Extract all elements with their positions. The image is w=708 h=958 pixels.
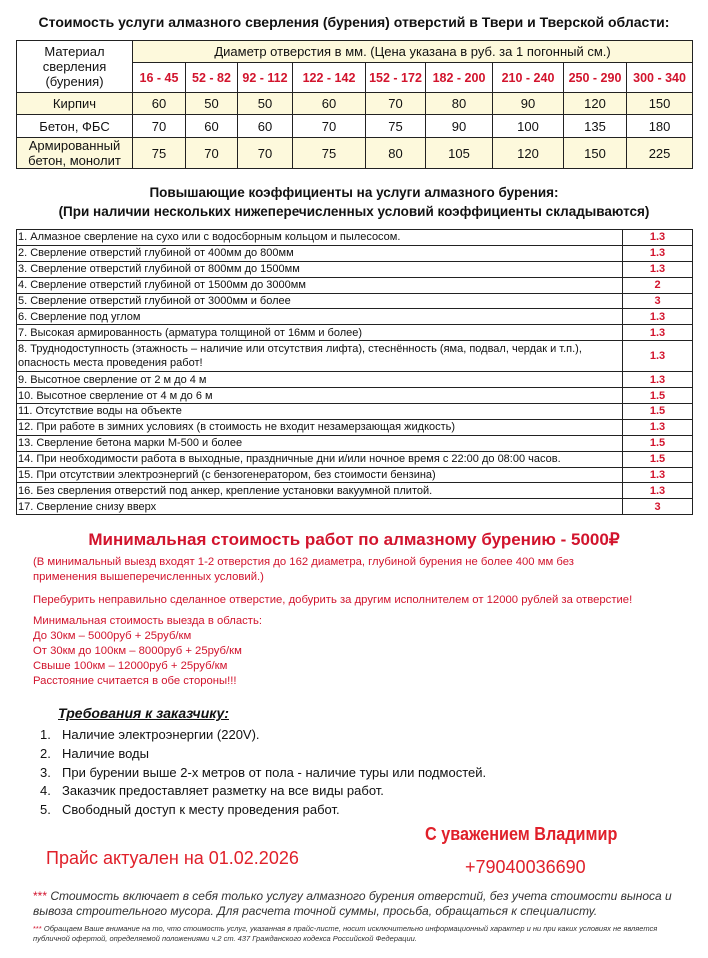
coefficient-row xyxy=(17,325,693,341)
disclaimer xyxy=(33,924,693,944)
coefficient-row xyxy=(17,451,693,467)
price-cell: 150 xyxy=(627,93,693,115)
diameter-header-cell: 152 - 172 xyxy=(366,63,426,93)
price-cell: 225 xyxy=(627,138,693,169)
coefficient-condition: 3. Сверление отверстий глубиной от 800мм до 1500мм xyxy=(17,261,623,277)
price-cell: 80 xyxy=(366,138,426,169)
coefficient-row xyxy=(17,293,693,309)
coefficient-row xyxy=(17,435,693,451)
diameter-header-cell: 210 - 240 xyxy=(493,63,564,93)
min-cost-heading: Минимальная стоимость работ по алмазному бурению - 5000₽ xyxy=(88,530,620,549)
coefficient-row xyxy=(17,499,693,515)
coefficient-value: 2 xyxy=(623,277,693,293)
price-cell: 100 xyxy=(493,115,564,138)
price-cell: 105 xyxy=(426,138,493,169)
coefficient-value: 1.3 xyxy=(623,467,693,483)
requirement-number: 5. xyxy=(40,802,51,818)
coefficient-condition: 14. При необходимости работа в выходные, праздничные дни и/или ночное время с 22:00 до 08:00 часов. xyxy=(17,451,623,467)
footnote-text: Стоимость включает в себя только услугу алмазного бурения отверстий, без учета стоимости выноса и вывоза строительного мусора. Для расчета точной суммы, просьба, обращаться к специалисту. xyxy=(33,889,672,918)
table-row xyxy=(17,93,693,115)
price-cell: 150 xyxy=(564,138,627,169)
requirement-item xyxy=(40,783,384,798)
coefficient-condition: 4. Сверление отверстий глубиной от 1500мм до 3000мм xyxy=(17,277,623,293)
footnote xyxy=(33,889,683,919)
requirement-item xyxy=(40,727,260,742)
coefficient-condition: 13. Сверление бетона марки М-500 и более xyxy=(17,435,623,451)
travel-line: Минимальная стоимость выезда в область: xyxy=(33,615,262,627)
requirements-title: Требования к заказчику: xyxy=(58,705,229,721)
diameter-header-cell: 250 - 290 xyxy=(564,63,627,93)
coefficient-value: 1.3 xyxy=(623,309,693,325)
coefficient-condition: 15. При отсутствии электроэнергий (с бензогенератором, без стоимости бензина) xyxy=(17,467,623,483)
price-cell: 60 xyxy=(238,115,293,138)
coefficient-row xyxy=(17,230,693,246)
diameter-header-cell: 16 - 45 xyxy=(133,63,186,93)
requirement-text: Заказчик предоставляет разметку на все виды работ. xyxy=(62,783,384,799)
price-cell: 70 xyxy=(293,115,366,138)
redrill-note: Перебурить неправильно сделанное отверстие, добурить за другим исполнителем от 12000 рублей за отверстие! xyxy=(33,594,633,606)
travel-line: Свыше 100км – 12000руб + 25руб/км xyxy=(33,660,228,672)
coefficient-row xyxy=(17,419,693,435)
requirement-text: Наличие электроэнергии (220V). xyxy=(62,727,260,742)
coefficient-value: 1.5 xyxy=(623,404,693,420)
coefficient-value: 1.5 xyxy=(623,435,693,451)
diameter-header: Диаметр отверстия в мм. (Цена указана в руб. за 1 погонный см.) xyxy=(133,41,693,63)
coefficient-condition: 10. Высотное сверление от 4 м до 6 м xyxy=(17,388,623,404)
requirement-text: Свободный доступ к месту проведения работ. xyxy=(62,802,340,818)
min-note: (В минимальный выезд входят 1-2 отверстия до 162 диаметра, глубиной бурения не более 400 мм без xyxy=(33,556,574,568)
price-cell: 50 xyxy=(186,93,238,115)
price-cell: 60 xyxy=(186,115,238,138)
price-cell: 70 xyxy=(366,93,426,115)
travel-line: От 30км до 100км – 8000руб + 25руб/км xyxy=(33,645,242,657)
material-header: Материал сверления (бурения) xyxy=(17,41,133,93)
requirement-item xyxy=(40,802,340,817)
price-cell: 50 xyxy=(238,93,293,115)
coefficient-row xyxy=(17,467,693,483)
coefficient-condition: 7. Высокая армированность (арматура толщиной от 16мм и более) xyxy=(17,325,623,341)
diameter-header-cell: 182 - 200 xyxy=(426,63,493,93)
price-cell: 70 xyxy=(238,138,293,169)
requirement-number: 3. xyxy=(40,764,51,780)
coefficient-value: 1.3 xyxy=(623,341,693,372)
price-cell: 80 xyxy=(426,93,493,115)
coefficient-value: 1.3 xyxy=(623,325,693,341)
coefficient-condition: 5. Сверление отверстий глубиной от 3000мм и более xyxy=(17,293,623,309)
disclaimer-text: Обращаем Ваше внимание на то, что стоимость услуг, указанная в прайс-листе, носит исключительно информационный характер и ни при каких условиях не является публичной офертой, определяемой положениями ч.2 ст. 437 Гражданского кодекса Российской Федерации. xyxy=(33,924,658,943)
disclaimer-stars: *** xyxy=(33,924,42,933)
requirement-text: Наличие воды xyxy=(62,745,149,761)
coefficient-condition: 8. Труднодоступность (этажность – наличие или отсутствия лифта), стеснённость (яма, подвал, чердак и т.п.), опасность места проведения работ! xyxy=(17,341,623,372)
coefficient-value: 1.3 xyxy=(623,483,693,499)
coefficient-row xyxy=(17,341,693,372)
requirement-number: 1. xyxy=(40,727,51,742)
coefficient-condition: 9. Высотное сверление от 2 м до 4 м xyxy=(17,372,623,388)
travel-line: До 30км – 5000руб + 25руб/км xyxy=(33,630,192,642)
material-cell: Бетон, ФБС xyxy=(17,115,133,138)
coefficient-value: 1.3 xyxy=(623,230,693,246)
material-cell: Армированный бетон, монолит xyxy=(17,138,133,169)
requirement-number: 4. xyxy=(40,783,51,799)
travel-costs xyxy=(33,614,262,689)
coefficient-row xyxy=(17,388,693,404)
min-note-2: применения вышеперечисленных условий.) xyxy=(33,571,264,583)
table-row xyxy=(17,138,693,169)
price-cell: 120 xyxy=(564,93,627,115)
coefficient-row xyxy=(17,404,693,420)
price-date: Прайс актуален на 01.02.2026 xyxy=(46,848,299,868)
price-cell: 120 xyxy=(493,138,564,169)
table-row xyxy=(17,115,693,138)
price-cell: 75 xyxy=(133,138,186,169)
price-cell: 60 xyxy=(293,93,366,115)
page-title: Стоимость услуги алмазного сверления (бурения) отверстий в Твери и Тверской области: xyxy=(38,14,670,30)
coefficient-row xyxy=(17,277,693,293)
price-cell: 60 xyxy=(133,93,186,115)
price-cell: 75 xyxy=(293,138,366,169)
requirement-text: При бурении выше 2-х метров от пола - наличие туры или подмостей. xyxy=(62,764,487,780)
coefficient-condition: 16. Без сверления отверстий под анкер, крепление установки вакуумной плитой. xyxy=(17,483,623,499)
diameter-header-cell: 122 - 142 xyxy=(293,63,366,93)
requirement-number: 2. xyxy=(40,745,51,761)
requirement-item xyxy=(40,746,149,761)
coef-subtitle: (При наличии нескольких нижеперечисленных условий коэффициенты складываются) xyxy=(58,204,650,219)
price-cell: 75 xyxy=(366,115,426,138)
coefficient-condition: 1. Алмазное сверление на сухо или с водосборным кольцом и пылесосом. xyxy=(17,230,623,246)
coefficient-value: 1.3 xyxy=(623,245,693,261)
diameter-header-cell: 92 - 112 xyxy=(238,63,293,93)
price-cell: 70 xyxy=(186,138,238,169)
footnote-stars: *** xyxy=(33,889,48,903)
coefficient-row xyxy=(17,245,693,261)
coefficient-value: 1.3 xyxy=(623,419,693,435)
coefficient-condition: 2. Сверление отверстий глубиной от 400мм до 800мм xyxy=(17,245,623,261)
price-cell: 90 xyxy=(426,115,493,138)
regards: С уважением Владимир xyxy=(425,824,618,844)
coefficient-condition: 12. При работе в зимних условиях (в стоимость не входит незамерзающая жидкость) xyxy=(17,419,623,435)
price-table xyxy=(16,40,693,169)
coefficient-condition: 6. Сверление под углом xyxy=(17,309,623,325)
requirement-item xyxy=(40,765,486,780)
coefficient-row xyxy=(17,483,693,499)
phone[interactable]: +79040036690 xyxy=(465,857,586,877)
price-cell: 135 xyxy=(564,115,627,138)
coefficient-row xyxy=(17,309,693,325)
coefficient-condition: 11. Отсутствие воды на объекте xyxy=(17,404,623,420)
coefficient-row xyxy=(17,261,693,277)
price-cell: 70 xyxy=(133,115,186,138)
coefficient-value: 3 xyxy=(623,499,693,515)
material-cell: Кирпич xyxy=(17,93,133,115)
diameter-header-cell: 300 - 340 xyxy=(627,63,693,93)
coefficient-value: 1.3 xyxy=(623,261,693,277)
travel-line: Расстояние считается в обе стороны!!! xyxy=(33,675,237,687)
coefficient-value: 1.5 xyxy=(623,388,693,404)
coefficient-value: 1.3 xyxy=(623,372,693,388)
coefficients-table xyxy=(16,229,693,515)
coefficient-value: 1.5 xyxy=(623,451,693,467)
price-cell: 90 xyxy=(493,93,564,115)
coef-title: Повышающие коэффициенты на услуги алмазного бурения: xyxy=(149,185,559,200)
coefficient-row xyxy=(17,372,693,388)
price-cell: 180 xyxy=(627,115,693,138)
coefficient-condition: 17. Сверление снизу вверх xyxy=(17,499,623,515)
diameter-header-cell: 52 - 82 xyxy=(186,63,238,93)
coefficient-value: 3 xyxy=(623,293,693,309)
